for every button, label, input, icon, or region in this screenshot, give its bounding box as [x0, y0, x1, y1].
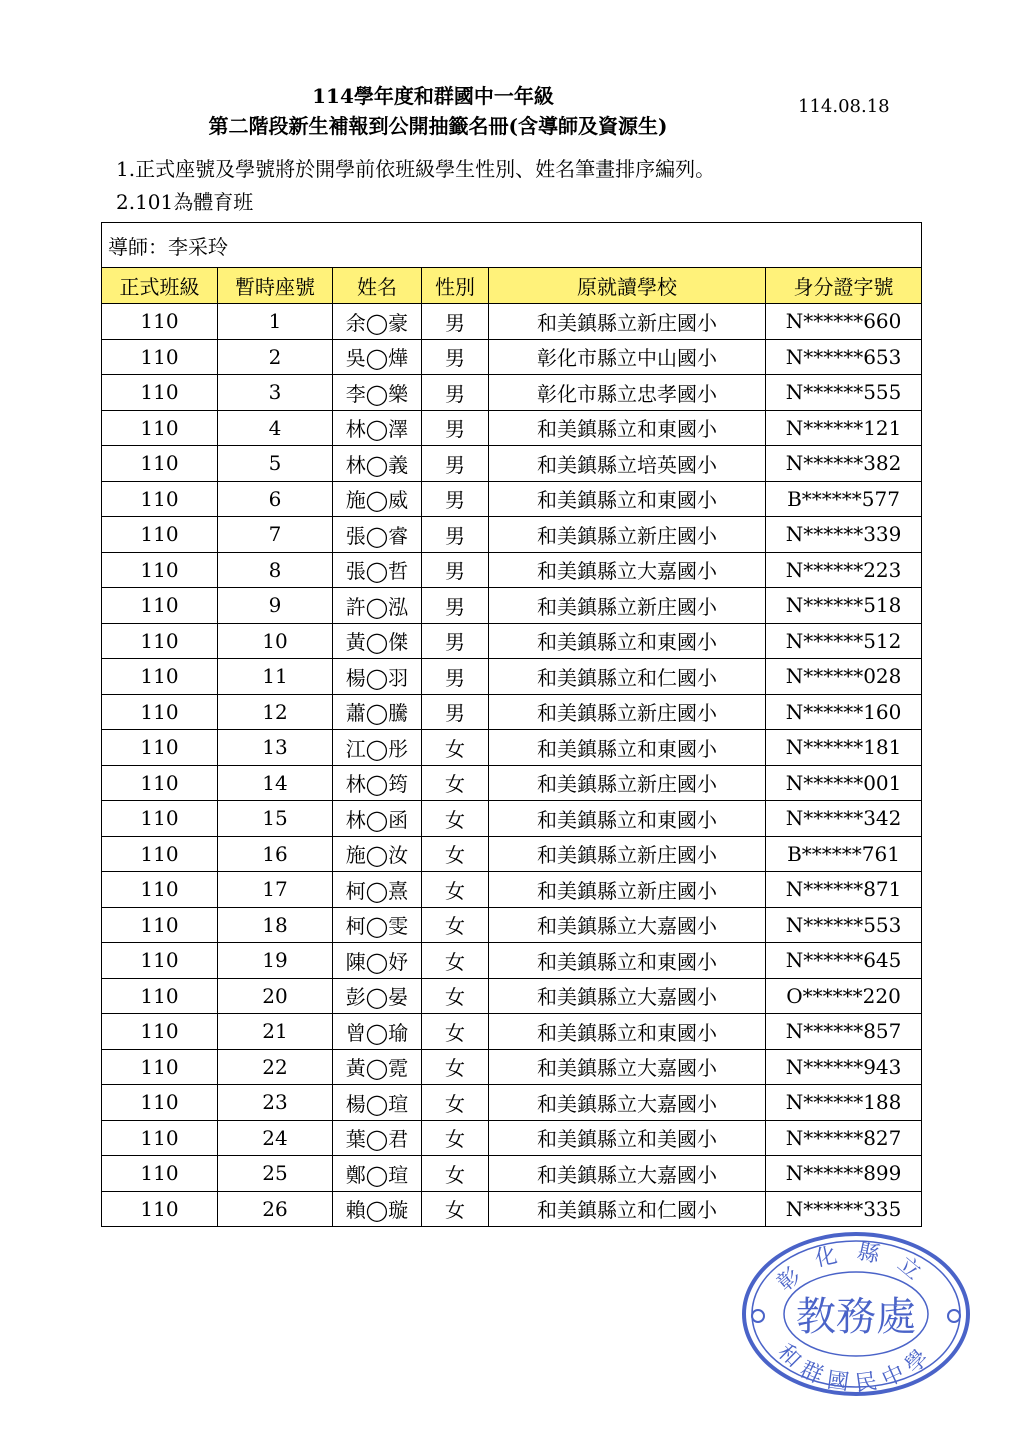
table-row	[102, 375, 922, 411]
id-cell: N******223	[766, 552, 922, 588]
name-cell: 施◯威	[333, 481, 422, 517]
name-cell: 張◯哲	[333, 552, 422, 588]
seat-cell: 12	[218, 694, 333, 730]
class-cell: 110	[102, 552, 218, 588]
gender-cell: 男	[422, 588, 489, 624]
name-cell: 賴◯璇	[333, 1191, 422, 1227]
seat-cell: 7	[218, 517, 333, 553]
table-row	[102, 304, 922, 340]
id-cell: N******645	[766, 943, 922, 979]
roster-table	[101, 222, 922, 1227]
column-header: 姓名	[333, 268, 422, 304]
class-cell: 110	[102, 978, 218, 1014]
gender-cell: 女	[422, 943, 489, 979]
id-cell: N******339	[766, 517, 922, 553]
column-header: 暫時座號	[218, 268, 333, 304]
seat-cell: 9	[218, 588, 333, 624]
school-cell: 和美鎮縣立新庄國小	[489, 304, 766, 340]
class-cell: 110	[102, 1120, 218, 1156]
gender-cell: 男	[422, 623, 489, 659]
gender-cell: 女	[422, 730, 489, 766]
seal-arc-bottom: 和群國民中學	[772, 1339, 940, 1397]
roster-body	[102, 304, 922, 1227]
seat-cell: 4	[218, 410, 333, 446]
school-cell: 和美鎮縣立和仁國小	[489, 1191, 766, 1227]
gender-cell: 男	[422, 446, 489, 482]
gender-cell: 男	[422, 552, 489, 588]
seat-cell: 20	[218, 978, 333, 1014]
table-row	[102, 801, 922, 837]
school-cell: 和美鎮縣立和美國小	[489, 1120, 766, 1156]
office-seal-stamp	[738, 1228, 974, 1398]
seat-cell: 5	[218, 446, 333, 482]
column-header: 原就讀學校	[489, 268, 766, 304]
id-cell: N******342	[766, 801, 922, 837]
id-cell: N******160	[766, 694, 922, 730]
table-row	[102, 978, 922, 1014]
name-cell: 林◯澤	[333, 410, 422, 446]
table-row	[102, 694, 922, 730]
note-1: 1.正式座號及學號將於開學前依班級學生性別、姓名筆畫排序編列。	[116, 157, 716, 181]
name-cell: 林◯筠	[333, 765, 422, 801]
table-row	[102, 1191, 922, 1227]
school-cell: 和美鎮縣立大嘉國小	[489, 907, 766, 943]
class-cell: 110	[102, 1049, 218, 1085]
id-cell: B******577	[766, 481, 922, 517]
id-cell: N******518	[766, 588, 922, 624]
table-row	[102, 907, 922, 943]
seat-cell: 3	[218, 375, 333, 411]
column-header: 性別	[422, 268, 489, 304]
table-row	[102, 588, 922, 624]
seat-cell: 10	[218, 623, 333, 659]
gender-cell: 男	[422, 304, 489, 340]
teacher-name: 導師：李采玲	[102, 223, 922, 268]
table-row	[102, 552, 922, 588]
seat-cell: 15	[218, 801, 333, 837]
gender-cell: 男	[422, 659, 489, 695]
class-cell: 110	[102, 836, 218, 872]
school-cell: 和美鎮縣立新庄國小	[489, 836, 766, 872]
class-cell: 110	[102, 446, 218, 482]
seat-cell: 8	[218, 552, 333, 588]
class-cell: 110	[102, 872, 218, 908]
id-cell: N******943	[766, 1049, 922, 1085]
name-cell: 彭◯晏	[333, 978, 422, 1014]
school-cell: 和美鎮縣立大嘉國小	[489, 978, 766, 1014]
class-cell: 110	[102, 588, 218, 624]
table-row	[102, 659, 922, 695]
table-row	[102, 517, 922, 553]
seat-cell: 13	[218, 730, 333, 766]
table-row	[102, 623, 922, 659]
gender-cell: 女	[422, 872, 489, 908]
class-cell: 110	[102, 907, 218, 943]
note-2: 2.101為體育班	[116, 190, 254, 214]
gender-cell: 女	[422, 978, 489, 1014]
seat-cell: 14	[218, 765, 333, 801]
id-cell: N******181	[766, 730, 922, 766]
gender-cell: 男	[422, 339, 489, 375]
class-cell: 110	[102, 410, 218, 446]
seat-cell: 17	[218, 872, 333, 908]
school-cell: 和美鎮縣立培英國小	[489, 446, 766, 482]
table-row	[102, 730, 922, 766]
table-row	[102, 872, 922, 908]
school-cell: 和美鎮縣立新庄國小	[489, 765, 766, 801]
seat-cell: 11	[218, 659, 333, 695]
school-cell: 和美鎮縣立和仁國小	[489, 659, 766, 695]
id-cell: O******220	[766, 978, 922, 1014]
school-cell: 和美鎮縣立和東國小	[489, 801, 766, 837]
gender-cell: 男	[422, 481, 489, 517]
table-row	[102, 836, 922, 872]
school-cell: 和美鎮縣立新庄國小	[489, 588, 766, 624]
class-cell: 110	[102, 375, 218, 411]
name-cell: 余◯豪	[333, 304, 422, 340]
seat-cell: 1	[218, 304, 333, 340]
gender-cell: 女	[422, 907, 489, 943]
name-cell: 柯◯熹	[333, 872, 422, 908]
class-cell: 110	[102, 801, 218, 837]
school-cell: 和美鎮縣立新庄國小	[489, 517, 766, 553]
school-cell: 和美鎮縣立和東國小	[489, 943, 766, 979]
gender-cell: 女	[422, 1049, 489, 1085]
seat-cell: 21	[218, 1014, 333, 1050]
id-cell: N******001	[766, 765, 922, 801]
class-cell: 110	[102, 1014, 218, 1050]
school-cell: 和美鎮縣立和東國小	[489, 481, 766, 517]
table-row	[102, 1085, 922, 1121]
name-cell: 許◯泓	[333, 588, 422, 624]
name-cell: 李◯樂	[333, 375, 422, 411]
class-cell: 110	[102, 694, 218, 730]
class-cell: 110	[102, 481, 218, 517]
class-cell: 110	[102, 304, 218, 340]
seal-center: 教務處	[796, 1294, 916, 1340]
seal-flower-icon	[948, 1310, 960, 1322]
name-cell: 林◯義	[333, 446, 422, 482]
table-row	[102, 339, 922, 375]
class-cell: 110	[102, 730, 218, 766]
school-cell: 和美鎮縣立和東國小	[489, 1014, 766, 1050]
name-cell: 柯◯雯	[333, 907, 422, 943]
gender-cell: 男	[422, 517, 489, 553]
gender-cell: 男	[422, 410, 489, 446]
document-date: 114.08.18	[798, 96, 890, 117]
class-cell: 110	[102, 1191, 218, 1227]
school-cell: 彰化市縣立忠孝國小	[489, 375, 766, 411]
id-cell: N******553	[766, 907, 922, 943]
gender-cell: 女	[422, 836, 489, 872]
name-cell: 黃◯傑	[333, 623, 422, 659]
seat-cell: 2	[218, 339, 333, 375]
seat-cell: 6	[218, 481, 333, 517]
school-cell: 和美鎮縣立新庄國小	[489, 872, 766, 908]
class-cell: 110	[102, 1156, 218, 1192]
name-cell: 施◯汝	[333, 836, 422, 872]
gender-cell: 女	[422, 1191, 489, 1227]
school-cell: 和美鎮縣立大嘉國小	[489, 1156, 766, 1192]
name-cell: 楊◯瑄	[333, 1085, 422, 1121]
school-cell: 和美鎮縣立和東國小	[489, 730, 766, 766]
class-cell: 110	[102, 1085, 218, 1121]
id-cell: N******871	[766, 872, 922, 908]
id-cell: N******512	[766, 623, 922, 659]
school-cell: 和美鎮縣立大嘉國小	[489, 1049, 766, 1085]
class-cell: 110	[102, 659, 218, 695]
id-cell: N******555	[766, 375, 922, 411]
gender-cell: 女	[422, 765, 489, 801]
table-row	[102, 1156, 922, 1192]
name-cell: 葉◯君	[333, 1120, 422, 1156]
id-cell: N******188	[766, 1085, 922, 1121]
seat-cell: 16	[218, 836, 333, 872]
table-row	[102, 481, 922, 517]
id-cell: N******827	[766, 1120, 922, 1156]
gender-cell: 女	[422, 1120, 489, 1156]
gender-cell: 男	[422, 375, 489, 411]
name-cell: 張◯睿	[333, 517, 422, 553]
gender-cell: 男	[422, 694, 489, 730]
name-cell: 曾◯瑜	[333, 1014, 422, 1050]
id-cell: N******660	[766, 304, 922, 340]
id-cell: B******761	[766, 836, 922, 872]
class-cell: 110	[102, 943, 218, 979]
id-cell: N******382	[766, 446, 922, 482]
seal-flower-icon	[752, 1310, 764, 1322]
name-cell: 鄭◯瑄	[333, 1156, 422, 1192]
id-cell: N******857	[766, 1014, 922, 1050]
name-cell: 楊◯羽	[333, 659, 422, 695]
table-row	[102, 1049, 922, 1085]
name-cell: 陳◯妤	[333, 943, 422, 979]
school-cell: 和美鎮縣立新庄國小	[489, 694, 766, 730]
school-cell: 和美鎮縣立大嘉國小	[489, 1085, 766, 1121]
name-cell: 林◯函	[333, 801, 422, 837]
name-cell: 黃◯霓	[333, 1049, 422, 1085]
gender-cell: 女	[422, 1085, 489, 1121]
teacher-row	[102, 223, 922, 268]
id-cell: N******653	[766, 339, 922, 375]
seat-cell: 26	[218, 1191, 333, 1227]
gender-cell: 女	[422, 1014, 489, 1050]
column-header: 身分證字號	[766, 268, 922, 304]
class-cell: 110	[102, 623, 218, 659]
class-cell: 110	[102, 339, 218, 375]
column-header: 正式班級	[102, 268, 218, 304]
table-row	[102, 410, 922, 446]
seat-cell: 18	[218, 907, 333, 943]
gender-cell: 女	[422, 801, 489, 837]
table-row	[102, 1120, 922, 1156]
class-cell: 110	[102, 765, 218, 801]
seat-cell: 25	[218, 1156, 333, 1192]
name-cell: 蕭◯騰	[333, 694, 422, 730]
table-row	[102, 1014, 922, 1050]
name-cell: 吳◯燁	[333, 339, 422, 375]
id-cell: N******028	[766, 659, 922, 695]
seat-cell: 22	[218, 1049, 333, 1085]
id-cell: N******335	[766, 1191, 922, 1227]
school-cell: 和美鎮縣立大嘉國小	[489, 552, 766, 588]
id-cell: N******899	[766, 1156, 922, 1192]
class-cell: 110	[102, 517, 218, 553]
table-header-row	[102, 268, 922, 304]
name-cell: 江◯彤	[333, 730, 422, 766]
school-cell: 彰化市縣立中山國小	[489, 339, 766, 375]
seat-cell: 19	[218, 943, 333, 979]
gender-cell: 女	[422, 1156, 489, 1192]
school-cell: 和美鎮縣立和東國小	[489, 410, 766, 446]
seal-arc-top: 彰化縣立	[772, 1239, 940, 1297]
seat-cell: 24	[218, 1120, 333, 1156]
document-title-line1: 114學年度和群國中一年級	[312, 84, 554, 108]
table-row	[102, 943, 922, 979]
table-row	[102, 446, 922, 482]
id-cell: N******121	[766, 410, 922, 446]
school-cell: 和美鎮縣立和東國小	[489, 623, 766, 659]
table-row	[102, 765, 922, 801]
document-title-line2: 第二階段新生補報到公開抽籤名冊(含導師及資源生)	[208, 114, 668, 138]
seat-cell: 23	[218, 1085, 333, 1121]
